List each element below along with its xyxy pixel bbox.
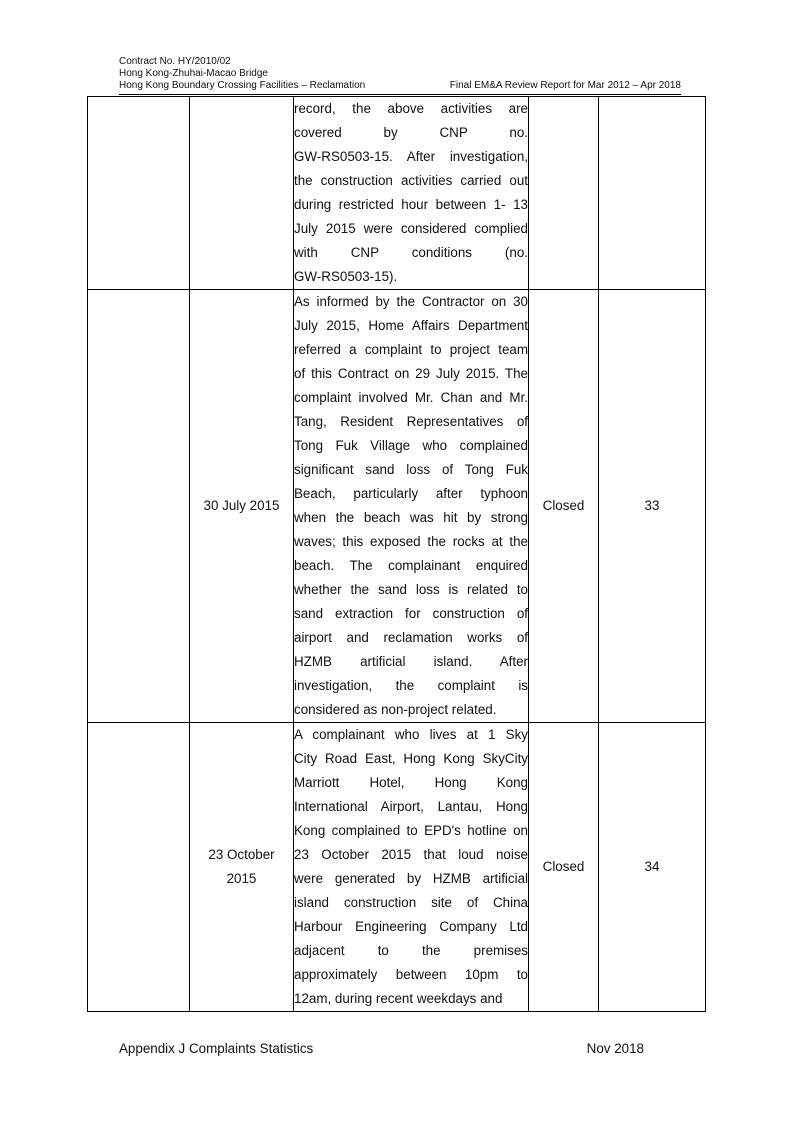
description-line: A complainant who lives at 1 Sky	[294, 727, 528, 742]
description-line: HZMB artificial island. After	[294, 654, 528, 669]
description-line: airport and reclamation works of	[294, 630, 528, 645]
description-line: 12am, during recent weekdays and	[294, 991, 503, 1006]
description-cell	[294, 97, 529, 290]
page-footer	[119, 1041, 644, 1056]
date-cell	[190, 723, 294, 1012]
page-header	[119, 56, 681, 92]
complaints-table	[87, 96, 706, 1012]
status-cell	[529, 97, 599, 290]
reference-cell: 33	[599, 290, 706, 723]
description-line: Kong complained to EPD's hotline on	[294, 823, 528, 838]
report-title: Final EM&A Review Report for Mar 2012 – Apr 2018	[449, 80, 681, 91]
description-line: during restricted hour between 1- 13	[294, 197, 528, 212]
item-cell	[88, 290, 190, 723]
date-line: 2015	[226, 871, 257, 886]
description-line: of this Contract on 29 July 2015. The	[294, 366, 528, 381]
item-cell	[88, 97, 190, 290]
description-line: were generated by HZMB artificial	[294, 871, 528, 886]
description-line: with CNP conditions (no.	[294, 245, 528, 260]
description-line: As informed by the Contractor on 30	[294, 294, 528, 309]
item-cell	[88, 723, 190, 1012]
description-line: International Airport, Lantau, Hong	[294, 799, 528, 814]
description-cell	[294, 290, 529, 723]
facility-name: Hong Kong Boundary Crossing Facilities – Reclamation	[119, 80, 366, 91]
description-line: approximately between 10pm to	[294, 967, 528, 982]
project-name: Hong Kong-Zhuhai-Macao Bridge	[119, 68, 268, 79]
contract-number: Contract No. HY/2010/02	[119, 56, 231, 67]
description-line: when the beach was hit by strong	[294, 510, 528, 525]
reference-cell: 34	[599, 723, 706, 1012]
date-line: 23 October	[208, 847, 275, 862]
footer-date: Nov 2018	[586, 1041, 644, 1056]
table-row	[88, 97, 706, 290]
description-line: Marriott Hotel, Hong Kong	[294, 775, 528, 790]
description-line: 23 October 2015 that loud noise	[294, 847, 528, 862]
description-line: Harbour Engineering Company Ltd	[294, 919, 528, 934]
description-line: Beach, particularly after typhoon	[294, 486, 528, 501]
header-row	[119, 80, 681, 92]
table-row	[88, 723, 706, 1012]
description-line: complaint involved Mr. Chan and Mr.	[294, 390, 528, 405]
description-line: July 2015, Home Affairs Department	[294, 318, 528, 333]
description-line: the construction activities carried out	[294, 173, 528, 188]
description-line: sand extraction for construction of	[294, 606, 528, 621]
description-line: adjacent to the premises	[294, 943, 528, 958]
description-line: referred a complaint to project team	[294, 342, 528, 357]
table-row	[88, 290, 706, 723]
date-cell	[190, 290, 294, 723]
description-cell	[294, 723, 529, 1012]
description-line: significant sand loss of Tong Fuk	[294, 462, 528, 477]
description-line: Tong Fuk Village who complained	[294, 438, 528, 453]
description-line: waves; this exposed the rocks at the	[294, 534, 528, 549]
description-line: record, the above activities are	[294, 101, 528, 116]
description-line: considered as non-project related.	[294, 702, 497, 717]
description-line: whether the sand loss is related to	[294, 582, 528, 597]
description-line: GW-RS0503-15. After investigation,	[294, 149, 528, 164]
description-line: July 2015 were considered complied	[294, 221, 528, 236]
status-cell: Closed	[529, 723, 599, 1012]
description-line: investigation, the complaint is	[294, 678, 528, 693]
description-line: City Road East, Hong Kong SkyCity	[294, 751, 528, 766]
date-cell	[190, 97, 294, 290]
reference-cell	[599, 97, 706, 290]
header-rule	[119, 94, 681, 95]
description-line: Tang, Resident Representatives of	[294, 414, 528, 429]
description-line: covered by CNP no.	[294, 125, 528, 140]
date-line: 30 July 2015	[203, 498, 280, 513]
appendix-label: Appendix J Complaints Statistics	[119, 1041, 314, 1056]
description-line: island construction site of China	[294, 895, 528, 910]
description-line: beach. The complainant enquired	[294, 558, 528, 573]
status-cell: Closed	[529, 290, 599, 723]
description-line: GW-RS0503-15).	[294, 269, 398, 284]
